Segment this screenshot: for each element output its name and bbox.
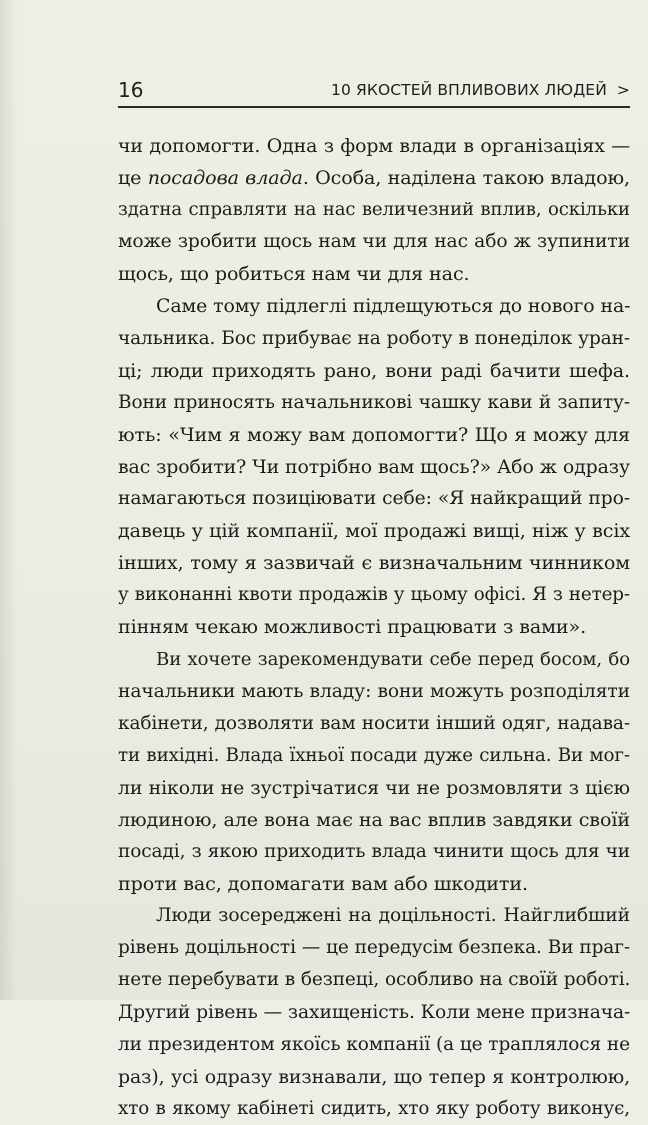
- text-line: ють: «Чим я можу вам допомогти? Що я можу для: [118, 422, 630, 446]
- running-title: [331, 81, 630, 99]
- text-line: щось, що робиться нам чи для нас.: [118, 262, 470, 286]
- text-line: чальника. Бос прибуває на роботу в понеділок уран-: [118, 327, 630, 349]
- text-line: раз), усі одразу визнавали, що тепер я контролюю,: [118, 1065, 630, 1088]
- chevron-right-icon: >: [616, 81, 630, 99]
- text-line: Вони приносять начальникові чашку кави й запиту-: [118, 391, 630, 413]
- text-line: Ви хочете зарекомендувати себе перед босом, бо: [156, 648, 630, 670]
- text-line: давець у цій компанії, мої продажі вищі, ніж у всіх: [118, 519, 630, 543]
- text-line: [118, 162, 630, 194]
- text-fragment: . Особа, наділена такою владою,: [302, 166, 630, 190]
- text-line: Саме тому підлеглі підлещуються до нового на-: [156, 295, 631, 318]
- text-line: проти вас, допомагати вам або шкодити.: [118, 872, 528, 896]
- text-line: пінням чекаю можливості працювати з вами».: [118, 615, 587, 639]
- text-line: чи допомогти. Одна з форм влади в організаціях —: [118, 135, 630, 157]
- text-line: нете перебувати в безпеці, особливо на своїй роботі.: [118, 969, 631, 991]
- page-number: 16: [118, 78, 144, 102]
- text-line: може зробити щось нам чи для нас або ж зупинити: [118, 231, 630, 253]
- text-line: ти вихідні. Влада їхньої посади дуже сильна. Ви мог-: [118, 744, 630, 766]
- text-line: хто в якому кабінеті сидить, хто яку роботу виконує,: [118, 1097, 630, 1119]
- text-line: ли президентом якоїсь компанії (а це траплялося не: [118, 1033, 630, 1055]
- text-line: начальники мають владу: вони можуть розподіляти: [118, 680, 630, 702]
- body-text: [118, 130, 630, 1125]
- text-line: здатна справляти на нас величезний вплив, оскільки: [118, 199, 630, 221]
- text-line: у виконанні квоти продажів у цьому офісі. Я з нетер-: [118, 584, 630, 606]
- running-title-text: 10 ЯКОСТЕЙ ВПЛИВОВИХ ЛЮДЕЙ: [331, 81, 607, 99]
- running-head: [118, 70, 630, 106]
- text-line: ли ніколи не зустрічатися чи не розмовляти з цією: [118, 776, 630, 799]
- header-rule: [118, 106, 630, 108]
- text-line: кабінети, дозволяти вам носити інший одяг, надава-: [118, 712, 630, 734]
- page-gutter-shadow: [0, 0, 18, 1000]
- text-fragment: це: [118, 166, 148, 190]
- text-line: посаді, з якою приходить влада чинити щось для чи: [118, 841, 630, 863]
- text-line: намагаються позиціювати себе: «Я найкращий про-: [118, 488, 630, 510]
- text-line: інших, тому я зазвичай є визначальним чинником: [118, 551, 630, 575]
- text-line: ці; люди приходять рано, вони раді бачити шефа.: [118, 358, 630, 382]
- text-line: людиною, але вона має на вас вплив завдяки своїй: [118, 807, 630, 831]
- text-line: вас зробити? Чи потрібно вам щось?» Або ж одразу: [118, 455, 630, 478]
- italic-term: посадова влада: [147, 166, 303, 190]
- text-line: рівень доцільності — це передусім безпека. Ви праг-: [118, 937, 630, 959]
- text-line: Другий рівень — захищеність. Коли мене признача-: [118, 1001, 631, 1023]
- text-line: Люди зосереджені на доцільності. Найглибший: [156, 905, 630, 927]
